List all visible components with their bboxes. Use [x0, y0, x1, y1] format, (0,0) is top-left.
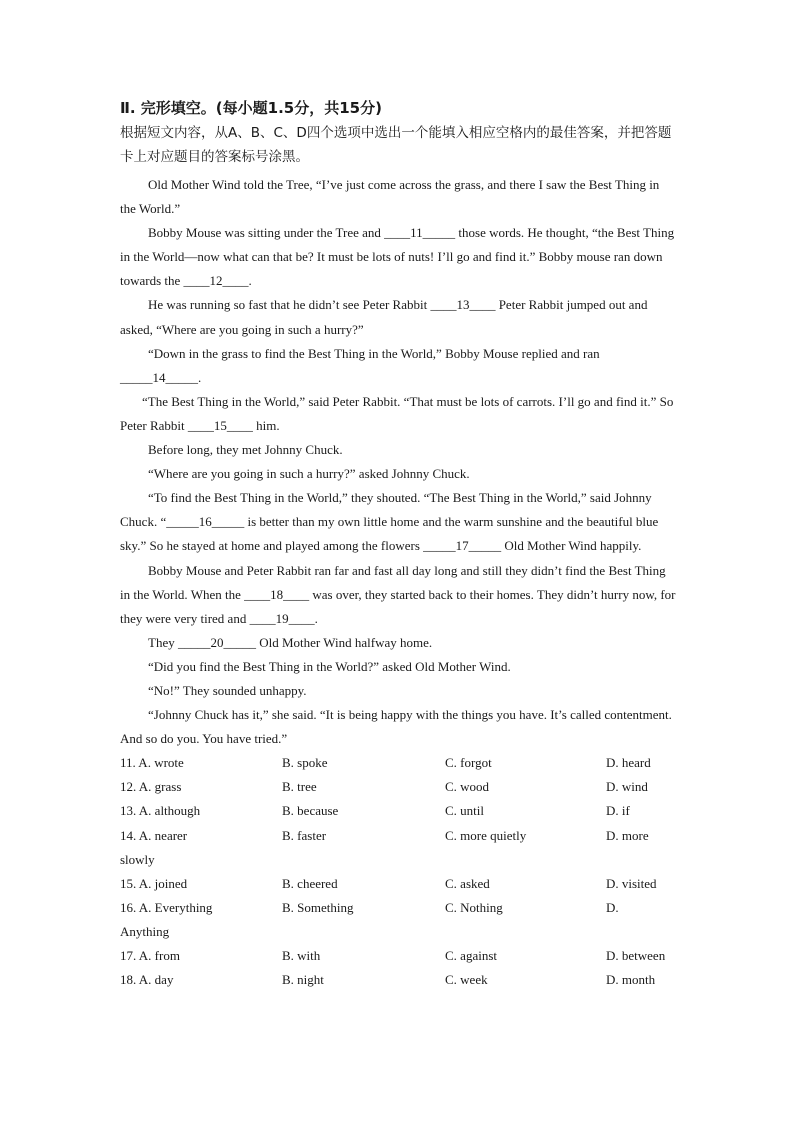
option-c: C. against — [445, 948, 497, 963]
passage-paragraph: “The Best Thing in the World,” said Peter Rabbit. “That must be lots of carrots. I’ll go and find it.” So Peter Rabbit ____15____ him. — [120, 393, 674, 433]
option-d: D. if — [606, 803, 630, 819]
passage-paragraph: “Down in the grass to find the Best Thing in the World,” Bobby Mouse replied and ran _____14_____. — [120, 345, 600, 385]
option-b: B. cheered — [282, 875, 338, 891]
option-c: C. week — [445, 972, 488, 988]
option-d: D. visited — [606, 875, 657, 891]
option-b: B. with — [282, 948, 321, 963]
option-d: D. between — [606, 948, 666, 963]
option-a: 18. A. day — [120, 972, 174, 988]
passage — [120, 173, 676, 751]
option-c: C. until — [445, 803, 485, 819]
option-d: D. more — [606, 827, 649, 843]
option-b: B. Something — [282, 899, 354, 915]
passage-paragraph: “No!” They sounded unhappy. — [148, 682, 307, 698]
answer-options — [120, 751, 676, 992]
question-15-options — [120, 872, 676, 896]
passage-paragraph: “Did you find the Best Thing in the World?” asked Old Mother Wind. — [148, 658, 511, 674]
question-12-options — [120, 775, 676, 799]
option-a: 16. A. Everything — [120, 899, 213, 915]
option-b: B. because — [282, 803, 339, 819]
option-a: 17. A. from — [120, 948, 180, 963]
option-c: C. wood — [445, 779, 490, 795]
question-17-options — [120, 944, 676, 968]
passage-paragraph: “To find the Best Thing in the World,” they shouted. “The Best Thing in the World,” said Johnny Chuck. “_____16_____ is better than my own little home and the warm sunshine and the beautiful blue sky.” So he stayed at home and played among the flowers _____17_____ Old Mother Wind happily. — [120, 490, 659, 554]
question-18-options — [120, 968, 676, 992]
passage-paragraph: “Where are you going in such a hurry?” asked Johnny Chuck. — [148, 466, 470, 482]
passage-paragraph: They _____20_____ Old Mother Wind halfway home. — [148, 634, 433, 650]
option-a: 11. A. wrote — [120, 755, 184, 771]
option-c: C. Nothing — [445, 899, 503, 915]
cloze-section — [120, 97, 676, 992]
option-d: D. month — [606, 972, 656, 988]
option-c: C. asked — [445, 875, 490, 891]
passage-paragraph: Before long, they met Johnny Chuck. — [148, 442, 343, 458]
option-d-continued: slowly — [120, 851, 155, 867]
option-a: 12. A. grass — [120, 779, 182, 795]
option-a: 14. A. nearer — [120, 827, 188, 843]
option-d: D. heard — [606, 755, 651, 771]
section-instructions: 根据短文内容，从A、B、C、D四个选项中选出一个能填入相应空格内的最佳答案，并把答题卡上对应题目的答案标号涂黑。 — [120, 125, 672, 165]
passage-paragraph: Bobby Mouse and Peter Rabbit ran far and fast all day long and still they didn’t find the Best Thing in the World. When the ____18____ was over, they started back to their homes. They didn’t hurry now, for they were very tired and ____19____. — [120, 562, 676, 626]
option-b: B. faster — [282, 827, 327, 843]
section-title: Ⅱ. 完形填空。(每小题1.5分，共15分) — [120, 99, 382, 117]
option-a: 15. A. joined — [120, 875, 188, 891]
passage-paragraph: Old Mother Wind told the Tree, “I’ve just come across the grass, and there I saw the Best Thing in the World.” — [120, 177, 660, 217]
passage-paragraph: He was running so fast that he didn’t see Peter Rabbit ____13____ Peter Rabbit jumped out and asked, “Where are you going in such a hurry?” — [120, 297, 648, 337]
option-d: D. wind — [606, 779, 648, 795]
option-b: B. tree — [282, 779, 317, 795]
option-b: B. spoke — [282, 755, 328, 771]
option-c: C. more quietly — [445, 827, 527, 843]
question-13-options — [120, 799, 676, 823]
option-c: C. forgot — [445, 755, 492, 771]
question-14-options — [120, 824, 676, 848]
option-d-continued: Anything — [120, 923, 170, 939]
option-a: 13. A. although — [120, 803, 201, 819]
option-wrap-line — [120, 920, 676, 944]
option-b: B. night — [282, 972, 324, 988]
question-16-options — [120, 896, 676, 920]
option-d: D. — [606, 899, 619, 915]
passage-paragraph: Bobby Mouse was sitting under the Tree and ____11_____ those words. He thought, “the Best Thing in the World—now what can that be? It must be lots of nuts! I’ll go and find it.” Bobby mouse ran down towards the ____12____. — [120, 225, 675, 289]
question-11-options — [120, 751, 676, 775]
option-wrap-line — [120, 848, 676, 872]
passage-paragraph: “Johnny Chuck has it,” she said. “It is being happy with the things you have. It’s called contentment. And so do you. You have tried.” — [120, 707, 672, 747]
